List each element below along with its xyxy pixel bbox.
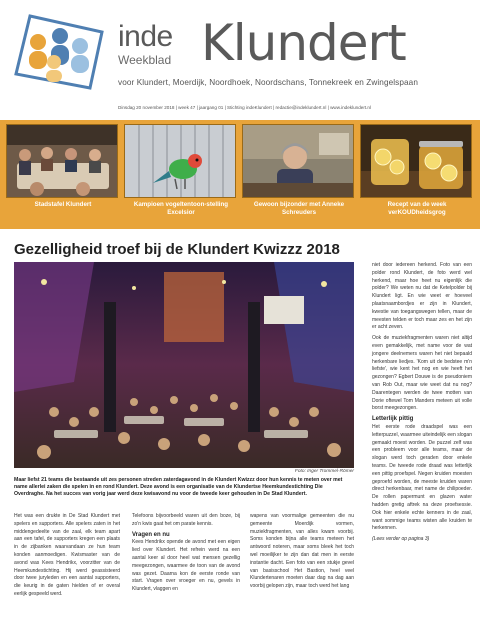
masthead	[0, 0, 480, 120]
subheading: Vragen en nu	[132, 531, 170, 538]
masthead-title-weekblad: Weekblad	[118, 53, 172, 67]
paragraph: Kees Hendrikx opende de avond met een eigen lied over Klundert. Het refrein werd na een aantal keer al door heel wat mensen gezellig meegezongen, waarmee de toon van de avond was gezet. Daarna kon de eerste ronde van start. Vragen over vroeger en nu, gevels in Klundert, vlaggen en	[132, 539, 240, 593]
article-column-2	[132, 513, 240, 597]
teaser-caption: Recept van de week verKOUDheidsgrog	[387, 201, 447, 216]
article-headline: Gezelligheid troef bij de Klundert Kwizzz 2018	[14, 241, 340, 258]
article-intro: Maar liefst 21 teams die bestaande uit zes personen streden zaterdagavond in de Klundert Kwizzz door hun kennis te meten over met name allerlei zaken die spelen in en rond Klundert. Deze avond is een organisatie van de Klundertse Heemkundestichting Die Overdraghe. Na het succes van vorig jaar werd deze kwisavond nu voor de tweede keer gehouden in De Stad Klundert.	[14, 477, 343, 498]
article-column-4	[372, 262, 472, 547]
paragraph: wapens van voormalige gemeenten die nu gemeente Moerdijk vormen, muziekfragmenten, van alles kwam voorbij. Soms konden bijna alle teams meteen het antwoord noteren, maar soms bleek het toch wel moeilijker te zijn dan dat men in eerste instantie dacht. Een foto van een stukje gevel van basisschool Het Bastion, heel veel Klundertenaren moeten daar dag na dag aan voorbij gelopen zijn, maar toch werd het lang	[250, 513, 354, 590]
article-column-3	[250, 513, 354, 594]
masthead-info: Dinsdag 20 november 2018 | week 47 | jaargang 01 | Stichting indeKlundert | redactie@indeklundert.nl | www.indeklundert.nl	[118, 105, 371, 110]
teaser-caption: Stadstafel Klundert	[34, 201, 92, 208]
teaser-caption: Kampioen vogeltentoon-stelling Excelsior	[133, 201, 229, 216]
article-column-1	[14, 513, 120, 602]
teaser-recept[interactable]	[360, 124, 474, 216]
paragraph: Het was een drukte in De Stad Klundert met spelers en supporters. Alle spelers zaten in het middengedeelte van de zaal, elk team apart aan een tafel, de supporters kregen een plaats in de zijbanken waarvandaan ze hun team konden aanmoedigen. Kwismaster van de avond was Kees Hendrikx, voorzitter van de Heemkundestichting. Hij werd geassisteerd door twee juryleden en een aantal supporters, die keurig in de gaten hielden of er overal eerlijk gespeeld werd.	[14, 513, 120, 597]
teaser-photo-stadstafel	[6, 124, 118, 198]
paragraph: Het eerste rode draadspel was een letterpuzzel, waarmee uiteindelijk een slogan gemaakt moest worden. De puzzel zelf was een probleem voor alle teams, maar de slogan werd toch geraden door enkele teams. De tweede rode draad was letterlijk een pittig proefspel. Negen kruiden moesten geproefd worden, de meeste kruiden waren direct herkenbaar, met name de chilipoeder. De rollen papermunt en glazen water hadden gretig aftrek na deze proefsessie. Ook hier enkele echte kenners in de zaal, want sommige teams wisten alle kruiden te herkennen.	[372, 423, 472, 532]
paragraph: niet door iedereen herkend. Foto van een polder rond Klundert, de foto werd wel herkend, maar hoe heet nu eigenlijk die polder? We weten nu dat de Ketelpolder bij Klundert ligt. En wie weet er hoeveel plaatsnaambordjes er zijn in Klundert, kwestie van toegangswegen tellen, maar de meesten telden er toch maar zes en het zijn er acht zeven.	[372, 262, 472, 331]
teaser-gewoon-bijzonder[interactable]	[242, 124, 356, 216]
teaser-stadstafel[interactable]	[6, 124, 120, 209]
logo	[8, 12, 108, 92]
teaser-photo-bird	[124, 124, 236, 198]
subheading: Letterlijk pittig	[372, 416, 414, 423]
article-main-photo	[14, 262, 354, 468]
teaser-photo-recipe	[360, 124, 472, 198]
masthead-title-inde: inde	[118, 20, 173, 53]
teaser-caption: Gewoon bijzonder met Anneke Schreuders	[253, 201, 345, 216]
continued-link[interactable]: (Lees verder op pagina 3)	[372, 536, 430, 543]
paragraph: Telefoons bijvoorbeeld waren uit den boze, bij zo'n kwis gaat het om parate kennis.	[132, 513, 240, 527]
photo-credit: Foto: Inger Trommel-Römer	[294, 469, 354, 474]
teaser-vogeltentoonstelling[interactable]	[124, 124, 238, 216]
masthead-subtitle: voor Klundert, Moerdijk, Noordhoek, Noordschans, Tonnekreek en Zwingelspaan	[118, 78, 418, 87]
paragraph: Ook de muziekfragmenten waren niet altijd even gemakkelijk, met name voor de wat jongere deelnemers waren het niet bepaald herkenbare liedjes. 'Kom uit de bedstee m'n liefste', wie kent het nog en wie heeft het gezongen? Egbert Douwe is de pseudoniem van Rob Out, maar wie weet dat nu nog? Daarentegen werden de twee motten van Dorie oftewel Tom Manders meteen uit volle borst meegezongen.	[372, 335, 472, 412]
masthead-title-klundert: Klundert	[201, 14, 406, 72]
teaser-band	[0, 120, 480, 229]
teaser-photo-portrait	[242, 124, 354, 198]
